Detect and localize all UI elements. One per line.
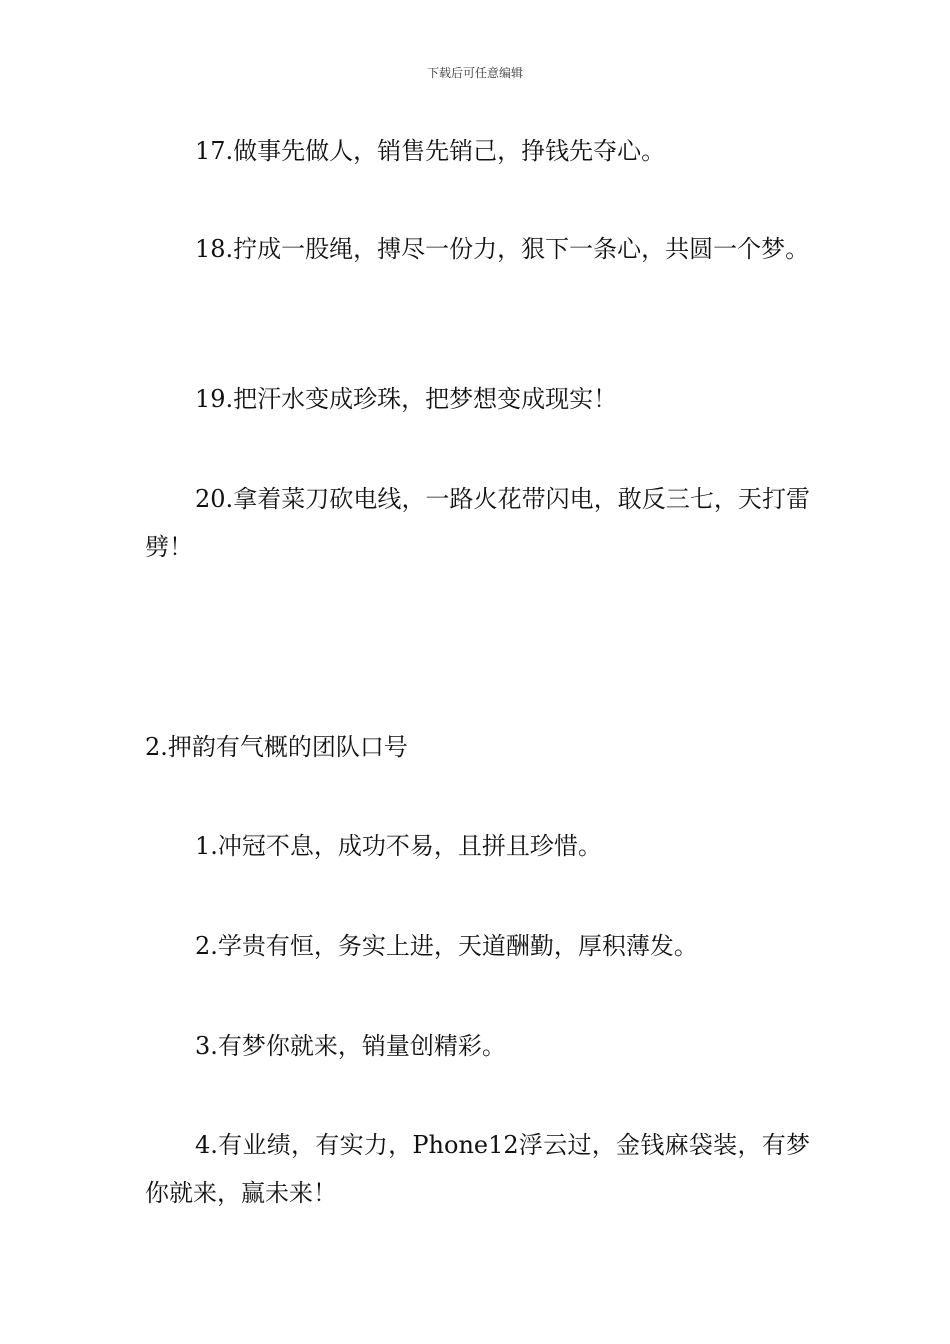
slogan-item-20: 20.拿着菜刀砍电线，一路火花带闪电，敢反三七，天打雷劈！ bbox=[145, 485, 810, 561]
slogan-item-19: 19.把汗水变成珍珠，把梦想变成现实！ bbox=[195, 385, 618, 413]
page-header: 下载后可任意编辑 bbox=[426, 66, 523, 80]
slogan-item-17: 17.做事先做人，销售先销己，挣钱先夺心。 bbox=[195, 137, 666, 165]
slogan-item-1: 1.冲冠不息，成功不易，且拼且珍惜。 bbox=[195, 832, 602, 860]
slogan-item-3: 3.有梦你就来，销量创精彩。 bbox=[195, 1032, 506, 1060]
slogan-item-18: 18.拧成一股绳，搏尽一份力，狠下一条心，共圆一个梦。 bbox=[195, 235, 810, 263]
section-heading: 2.押韵有气概的团队口号 bbox=[145, 733, 408, 761]
slogan-item-2: 2.学贵有恒，务实上进，天道酬勤，厚积薄发。 bbox=[195, 932, 698, 960]
slogan-item-4: 4.有业绩，有实力，Phone12浮云过，金钱麻袋装，有梦你就来，赢未来！ bbox=[145, 1131, 810, 1207]
